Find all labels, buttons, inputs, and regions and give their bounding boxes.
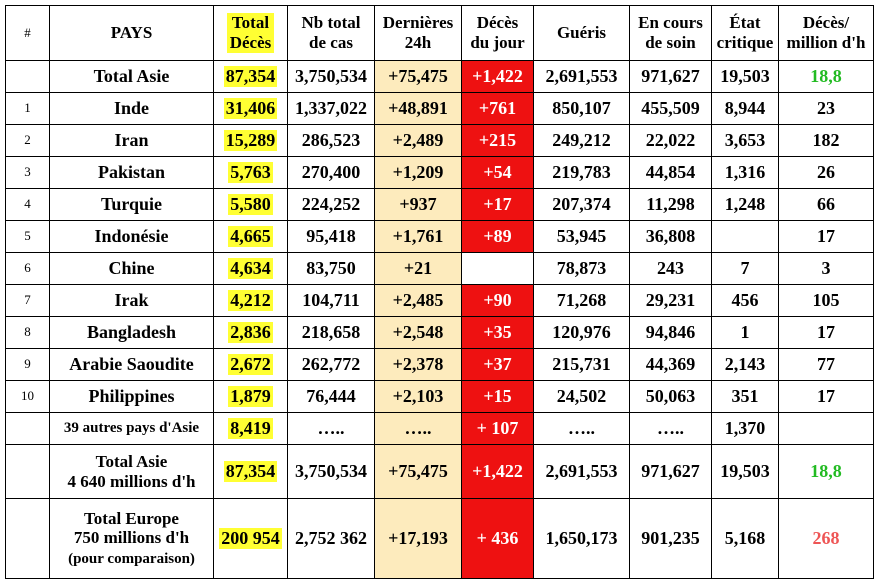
recovered-cell: 53,945 [534,221,630,253]
total-cases-cell: 1,337,022 [288,93,375,125]
deaths-today-cell: +37 [462,349,534,381]
other-countries-row [6,413,874,445]
country-cell: Pakistan [50,157,214,189]
header-total-cases-line1: Nb total [301,13,361,33]
total-deaths-cell [214,285,288,317]
last24-cell: +937 [375,189,462,221]
total-cases-cell: 286,523 [288,125,375,157]
header-total-deaths [214,6,288,61]
rank-cell: 7 [6,285,50,317]
per-million-cell: 18,8 [779,61,874,93]
per-million-cell [779,413,874,445]
last24-cell: +2,548 [375,317,462,349]
country-cell: Inde [50,93,214,125]
total-deaths-cell [214,349,288,381]
header-critical-line1: État [729,13,761,33]
recovered-cell: 249,212 [534,125,630,157]
total-deaths-cell [214,413,288,445]
table-row [6,285,874,317]
deaths-today-cell: +215 [462,125,534,157]
header-total-cases [288,6,375,61]
table-row [6,253,874,285]
country-cell: Total Asie [50,61,214,93]
critical-cell: 1,248 [712,189,779,221]
total-cases-cell: ….. [288,413,375,445]
table-row [6,349,874,381]
total-asia-top-row [6,61,874,93]
header-last24 [375,6,462,61]
total-cases-cell: 218,658 [288,317,375,349]
total-cases-cell: 270,400 [288,157,375,189]
header-per-million-line2: million d'h [786,33,866,52]
recovered-cell: 2,691,553 [534,445,630,499]
deaths-today-cell: +1,422 [462,61,534,93]
header-per-million [779,6,874,61]
total-deaths-cell [214,445,288,499]
total-deaths-value: 2,836 [230,322,271,343]
total-deaths-cell [214,125,288,157]
deaths-today-cell: +89 [462,221,534,253]
per-million-cell: 17 [779,381,874,413]
recovered-cell: 1,650,173 [534,499,630,579]
header-row [6,6,874,61]
recovered-cell: 71,268 [534,285,630,317]
deaths-today-cell [462,253,534,285]
total-cases-cell: 83,750 [288,253,375,285]
rank-cell: 2 [6,125,50,157]
critical-cell: 8,944 [712,93,779,125]
country-cell [50,499,214,579]
header-last24-line1: Dernières [382,13,454,33]
header-total-cases-line2: de cas [309,33,353,52]
total-deaths-cell [214,61,288,93]
recovered-cell: 207,374 [534,189,630,221]
last24-cell: +48,891 [375,93,462,125]
deaths-today-cell: +17 [462,189,534,221]
country-cell: Turquie [50,189,214,221]
country-cell: Philippines [50,381,214,413]
table-row [6,189,874,221]
deaths-today-cell: +761 [462,93,534,125]
active-cell: 455,509 [630,93,712,125]
header-deaths-today [462,6,534,61]
label-line2: 4 640 millions d'h [67,471,196,491]
rank-cell [6,61,50,93]
rank-cell [6,445,50,499]
table-row [6,381,874,413]
table-row [6,317,874,349]
rank-cell [6,499,50,579]
total-deaths-value: 15,289 [225,130,276,151]
deaths-today-cell: + 436 [462,499,534,579]
active-cell: 29,231 [630,285,712,317]
header-total-deaths-highlight [227,13,275,52]
critical-cell: 1,316 [712,157,779,189]
rank-cell: 10 [6,381,50,413]
table-row [6,221,874,253]
country-cell: Irak [50,285,214,317]
critical-cell: 456 [712,285,779,317]
critical-cell: 2,143 [712,349,779,381]
country-cell: Iran [50,125,214,157]
recovered-cell: 2,691,553 [534,61,630,93]
last24-cell: +1,761 [375,221,462,253]
per-million-cell: 17 [779,317,874,349]
total-deaths-value: 5,763 [230,162,271,183]
header-rank: # [6,6,50,61]
total-deaths-value: 31,406 [225,98,276,119]
per-million-cell: 182 [779,125,874,157]
active-cell: 94,846 [630,317,712,349]
table-row [6,93,874,125]
deaths-today-cell: +1,422 [462,445,534,499]
rank-cell: 4 [6,189,50,221]
rank-cell: 8 [6,317,50,349]
header-deaths-today-line1: Décès [476,13,519,33]
critical-cell: 19,503 [712,61,779,93]
deaths-today-cell: +15 [462,381,534,413]
active-cell: 901,235 [630,499,712,579]
active-cell: 36,808 [630,221,712,253]
critical-cell: 1,370 [712,413,779,445]
label-line1: Total Europe [84,508,179,528]
per-million-cell: 3 [779,253,874,285]
recovered-cell: 215,731 [534,349,630,381]
rank-cell: 9 [6,349,50,381]
recovered-cell: 219,783 [534,157,630,189]
header-critical [712,6,779,61]
critical-cell: 7 [712,253,779,285]
header-last24-line2: 24h [404,33,432,52]
total-deaths-cell [214,157,288,189]
critical-cell: 5,168 [712,499,779,579]
header-deaths-today-line2: du jour [470,33,525,52]
last24-cell: +2,103 [375,381,462,413]
total-cases-cell: 262,772 [288,349,375,381]
total-deaths-value: 87,354 [225,461,276,482]
total-cases-cell: 2,752 362 [288,499,375,579]
total-deaths-cell [214,253,288,285]
total-deaths-value: 4,665 [230,226,271,247]
label-line1: Total Asie [95,451,168,471]
total-deaths-value: 4,634 [230,258,271,279]
per-million-cell: 105 [779,285,874,317]
last24-cell: +1,209 [375,157,462,189]
country-cell: Arabie Saoudite [50,349,214,381]
active-cell: 50,063 [630,381,712,413]
total-deaths-cell [214,189,288,221]
total-asia-bottom-row [6,445,874,499]
country-cell: Chine [50,253,214,285]
active-cell: 44,369 [630,349,712,381]
rank-cell: 1 [6,93,50,125]
table-row [6,125,874,157]
header-total-deaths-line1: Total [231,13,270,33]
per-million-cell: 268 [779,499,874,579]
per-million-cell: 17 [779,221,874,253]
total-deaths-value: 5,580 [230,194,271,215]
total-cases-cell: 3,750,534 [288,61,375,93]
last24-cell: +17,193 [375,499,462,579]
label-line2: 750 millions d'h [73,528,190,548]
header-active-line2: de soin [645,33,696,52]
header-total-deaths-line2: Décès [229,33,272,52]
header-active-line1: En cours [638,13,703,33]
deaths-today-cell: +35 [462,317,534,349]
deaths-today-cell: +90 [462,285,534,317]
country-cell: Bangladesh [50,317,214,349]
total-deaths-value: 200 954 [221,528,280,549]
per-million-cell: 77 [779,349,874,381]
last24-cell: +2,378 [375,349,462,381]
recovered-cell: ….. [534,413,630,445]
recovered-cell: 78,873 [534,253,630,285]
last24-cell: +2,485 [375,285,462,317]
active-cell: ….. [630,413,712,445]
per-million-cell: 18,8 [779,445,874,499]
per-million-cell: 23 [779,93,874,125]
total-deaths-cell [214,381,288,413]
active-cell: 243 [630,253,712,285]
recovered-cell: 120,976 [534,317,630,349]
total-europe-row [6,499,874,579]
recovered-cell: 24,502 [534,381,630,413]
total-cases-cell: 3,750,534 [288,445,375,499]
critical-cell: 1 [712,317,779,349]
header-critical-line2: critique [716,33,774,52]
critical-cell: 19,503 [712,445,779,499]
deaths-today-cell: +54 [462,157,534,189]
total-cases-cell: 76,444 [288,381,375,413]
label-line3: (pour comparaison) [68,550,195,567]
total-deaths-value: 4,212 [230,290,271,311]
deaths-today-cell: + 107 [462,413,534,445]
critical-cell [712,221,779,253]
country-cell: Indonésie [50,221,214,253]
header-country: PAYS [50,6,214,61]
rank-cell: 3 [6,157,50,189]
country-cell: 39 autres pays d'Asie [50,413,214,445]
header-per-million-line1: Décès/ [802,13,850,33]
header-recovered: Guéris [534,6,630,61]
total-cases-cell: 104,711 [288,285,375,317]
total-cases-cell: 95,418 [288,221,375,253]
rank-cell [6,413,50,445]
total-deaths-value: 87,354 [225,66,276,87]
recovered-cell: 850,107 [534,93,630,125]
rank-cell: 5 [6,221,50,253]
per-million-cell: 66 [779,189,874,221]
active-cell: 971,627 [630,61,712,93]
last24-cell: +2,489 [375,125,462,157]
active-cell: 22,022 [630,125,712,157]
active-cell: 971,627 [630,445,712,499]
active-cell: 11,298 [630,189,712,221]
last24-cell: +75,475 [375,61,462,93]
total-deaths-value: 1,879 [230,386,271,407]
table-row [6,157,874,189]
total-cases-cell: 224,252 [288,189,375,221]
rank-cell: 6 [6,253,50,285]
active-cell: 44,854 [630,157,712,189]
total-deaths-cell [214,93,288,125]
per-million-cell: 26 [779,157,874,189]
last24-cell: +75,475 [375,445,462,499]
critical-cell: 351 [712,381,779,413]
critical-cell: 3,653 [712,125,779,157]
header-active [630,6,712,61]
covid-asia-table [5,5,874,579]
total-deaths-value: 2,672 [230,354,271,375]
last24-cell: +21 [375,253,462,285]
total-deaths-cell [214,499,288,579]
total-deaths-cell [214,221,288,253]
country-cell [50,445,214,499]
total-deaths-value: 8,419 [230,418,271,439]
total-deaths-cell [214,317,288,349]
last24-cell: ….. [375,413,462,445]
